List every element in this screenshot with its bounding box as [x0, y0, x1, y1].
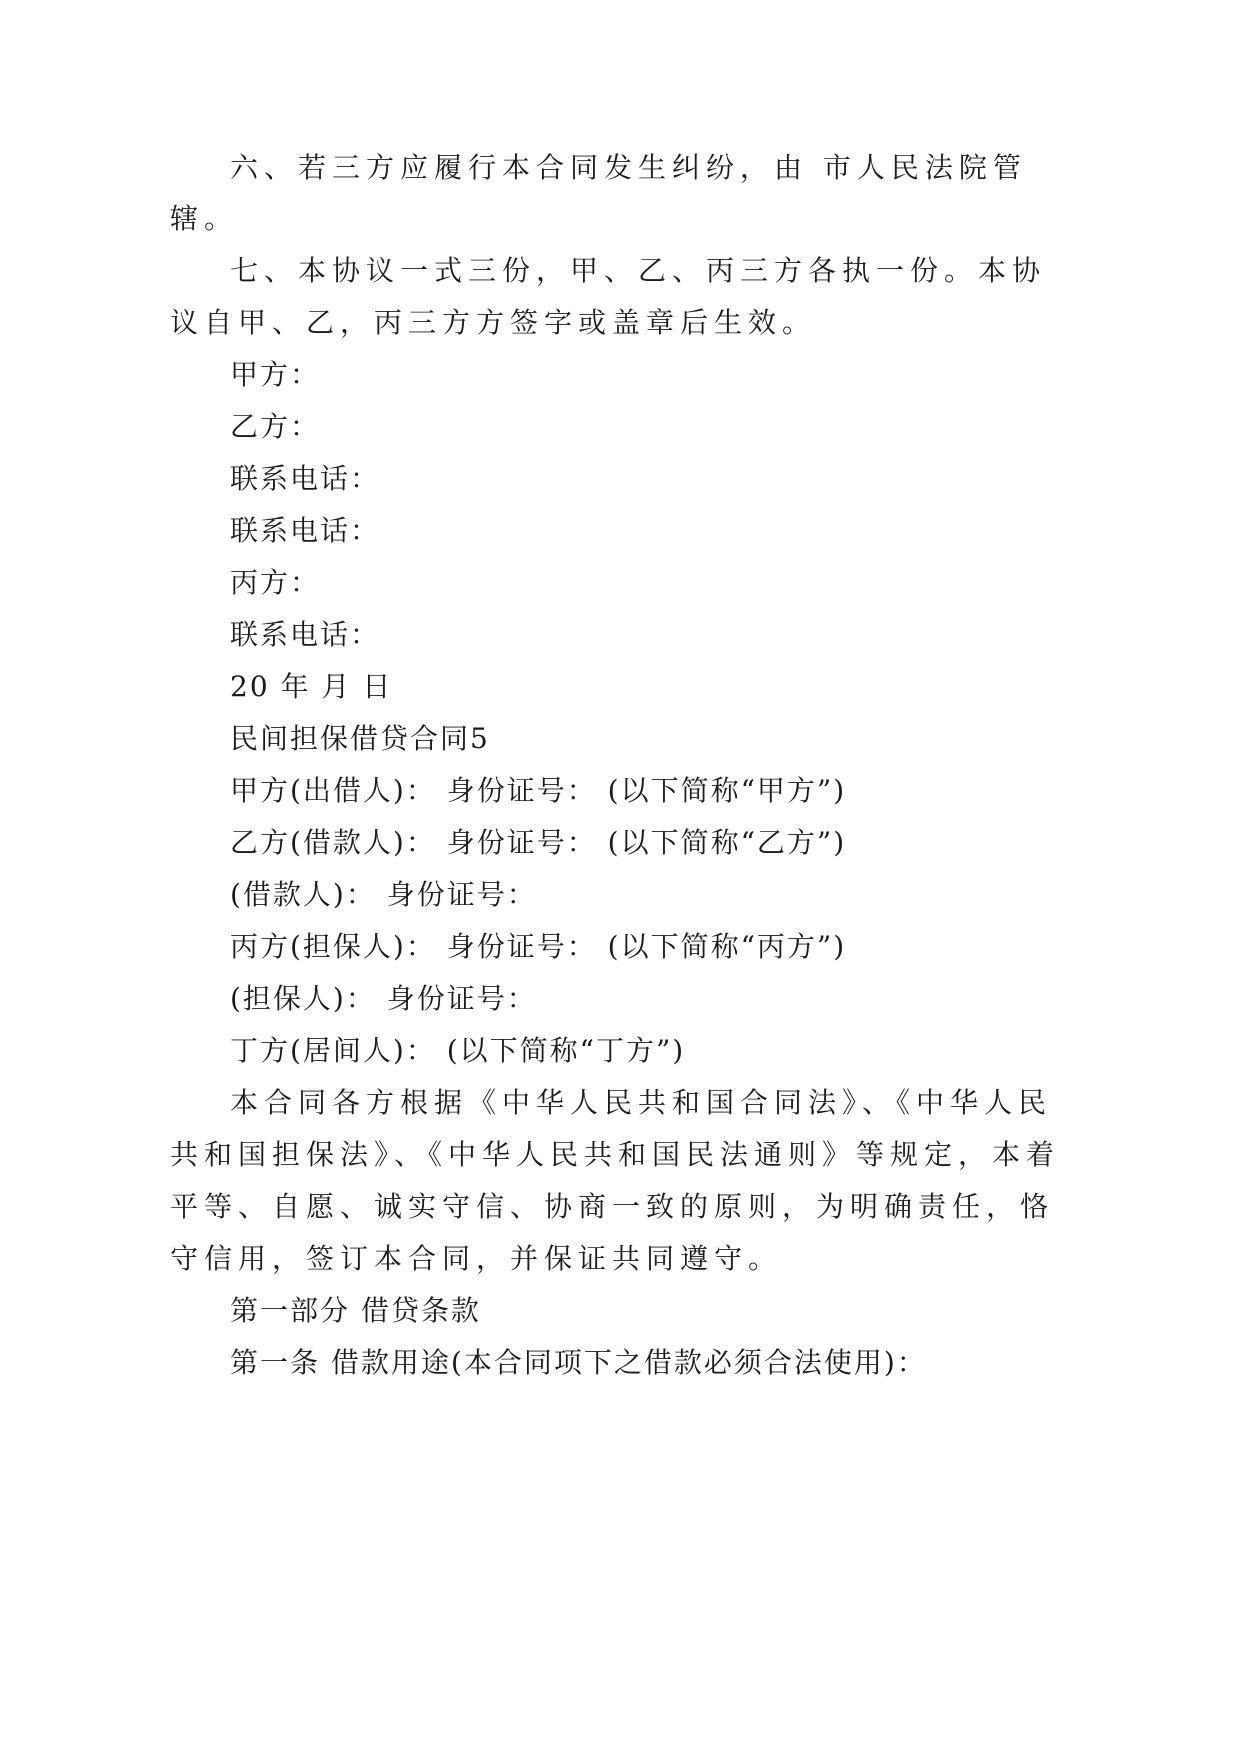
party-d-intermediary: 丁方(居间人)： (以下简称“丁方”) — [230, 1034, 686, 1067]
co-borrower: (借款人)： 身份证号： — [230, 878, 537, 911]
preamble-line-2: 共和国担保法》、《中华人民共和国民法通则》等规定，本着 — [170, 1138, 1061, 1171]
phone-field-1: 联系电话： — [230, 462, 381, 495]
phone-field-3: 联系电话： — [230, 618, 381, 651]
article-one-heading: 第一条 借款用途(本合同项下之借款必须合法使用)： — [230, 1346, 927, 1379]
clause-seven-line-1: 七、本协议一式三份，甲、乙、丙三方各执一份。本协 — [230, 254, 1047, 287]
party-c-signature-field: 丙方： — [230, 566, 321, 599]
clause-six-line-1: 六、若三方应履行本合同发生纠纷，由 市人民法院管 — [230, 151, 1027, 184]
clause-six-line-2: 辖。 — [170, 202, 239, 235]
clause-seven-line-2: 议自甲、乙，丙三方方签字或盖章后生效。 — [170, 306, 817, 339]
party-b-signature-field: 乙方： — [230, 410, 321, 443]
preamble-line-3: 平等、自愿、诚实守信、协商一致的原则，为明确责任，恪 — [170, 1190, 1055, 1223]
party-a-signature-field: 甲方： — [230, 358, 321, 391]
party-c-guarantor: 丙方(担保人)： 身份证号： (以下简称“丙方”) — [230, 930, 847, 963]
co-guarantor: (担保人)： 身份证号： — [230, 982, 537, 1015]
party-a-lender: 甲方(出借人)： 身份证号： (以下简称“甲方”) — [230, 774, 847, 807]
phone-field-2: 联系电话： — [230, 514, 381, 547]
preamble-line-4: 守信用，签订本合同，并保证共同遵守。 — [170, 1242, 783, 1275]
party-b-borrower: 乙方(借款人)： 身份证号： (以下简称“乙方”) — [230, 826, 847, 859]
part-one-heading: 第一部分 借贷条款 — [230, 1294, 481, 1327]
date-field: 20 年 月 日 — [230, 670, 393, 703]
contract-title: 民间担保借贷合同5 — [230, 722, 490, 755]
preamble-line-1: 本合同各方根据《中华人民共和国合同法》、《中华人民 — [230, 1086, 1053, 1119]
